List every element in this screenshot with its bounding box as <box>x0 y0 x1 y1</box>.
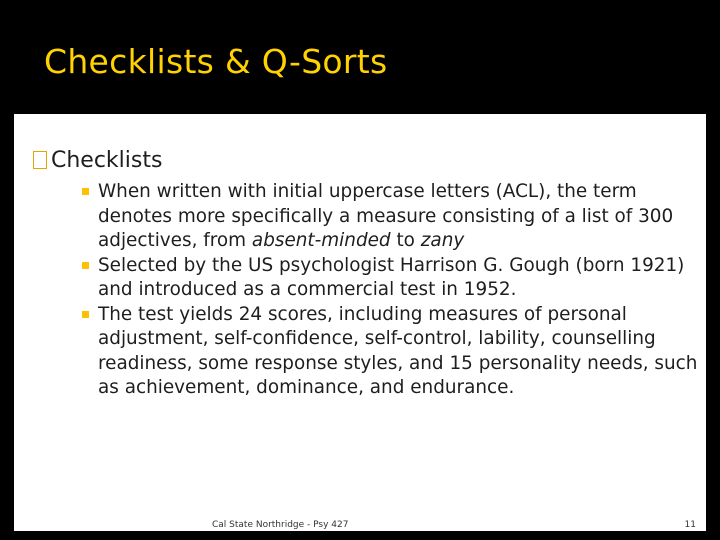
bullet-text: The test yields 24 scores, including measures of personal adjustment, self-confidence, self-control, lability, counselling readiness, some response styles, and 15 personality needs, such as achievement, dominance, and endurance. <box>98 303 698 398</box>
bullet-text: Selected by the US psychologist Harrison G. Gough (born 1921) and introduced as a commercial test in 1952. <box>98 254 685 300</box>
square-bullet-icon <box>82 262 89 269</box>
bullet-text: When written with initial uppercase letters (ACL), the term denotes more specifically a measure consisting of a list of 300 adjectives, from <box>98 181 674 251</box>
square-bullet-icon <box>82 188 89 195</box>
heading-checklists <box>33 148 162 173</box>
missing-glyph-icon <box>33 151 47 169</box>
slide-number: 11 <box>684 520 696 530</box>
square-bullet-icon <box>82 311 89 318</box>
title-bar <box>0 0 720 110</box>
bullet-list <box>82 180 702 401</box>
slide-footer: Cal State Northridge - Psy 427 <box>212 520 349 530</box>
bullet-text: to <box>390 230 421 251</box>
heading-text: Checklists <box>51 148 163 173</box>
bullet-item <box>82 303 702 401</box>
slide-content <box>14 114 706 531</box>
bullet-item <box>82 180 702 254</box>
slide-title: Checklists & Q-Sorts <box>44 42 388 81</box>
bullet-emphasis: zany <box>420 230 465 251</box>
bullet-emphasis: absent-minded <box>251 230 391 251</box>
bullet-item <box>82 254 702 303</box>
